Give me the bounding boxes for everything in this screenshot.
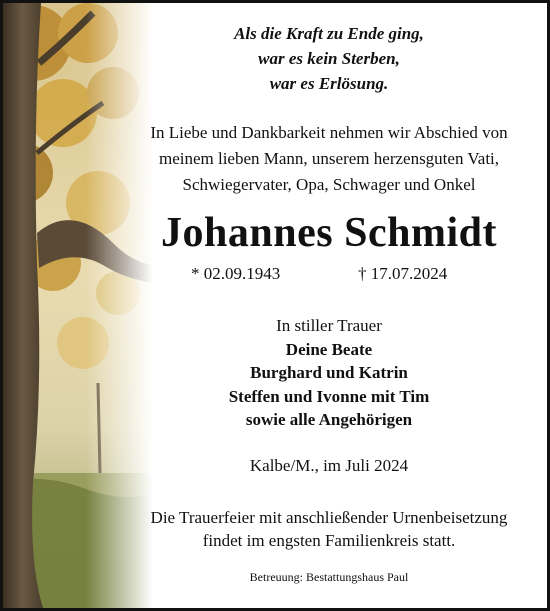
motto-line: Als die Kraft zu Ende ging, (234, 24, 424, 43)
place-date: Kalbe/M., im Juli 2024 (249, 456, 409, 475)
mourner-line: sowie alle Angehörigen (245, 410, 413, 429)
funeral-line: Die Trauerfeier mit anschließender Urnenbeisetzung (150, 508, 508, 527)
motto-line: war es kein Sterben, (258, 49, 400, 68)
intro-line: Schwiegervater, Opa, Schwager und Onkel (182, 175, 476, 194)
motto-poem (111, 21, 547, 96)
farewell-intro (111, 120, 547, 198)
mourning-intro: In stiller Trauer (276, 316, 382, 335)
funeral-line: findet im engsten Familienkreis statt. (202, 531, 456, 550)
mourner-line: Deine Beate (285, 339, 373, 359)
motto-line: war es Erlösung. (269, 74, 389, 93)
intro-line: In Liebe und Dankbarkeit nehmen wir Abschied von (150, 123, 508, 142)
birth-date: * 02.09.1943 (191, 264, 281, 283)
mourners-block (111, 314, 547, 432)
death-date: † 17.07.2024 (358, 264, 448, 283)
mourner-line: Steffen und Ivonne mit Tim (228, 386, 430, 406)
intro-line: meinem lieben Mann, unserem herzensguten Vati, (158, 149, 500, 168)
funeral-home-credit: Betreuung: Bestattungshaus Paul (249, 570, 409, 584)
mourner-line: Burghard und Katrin (250, 363, 408, 382)
deceased-name: Johannes Schmidt (161, 210, 497, 256)
obituary-text (111, 3, 547, 608)
funeral-notice (111, 506, 547, 552)
